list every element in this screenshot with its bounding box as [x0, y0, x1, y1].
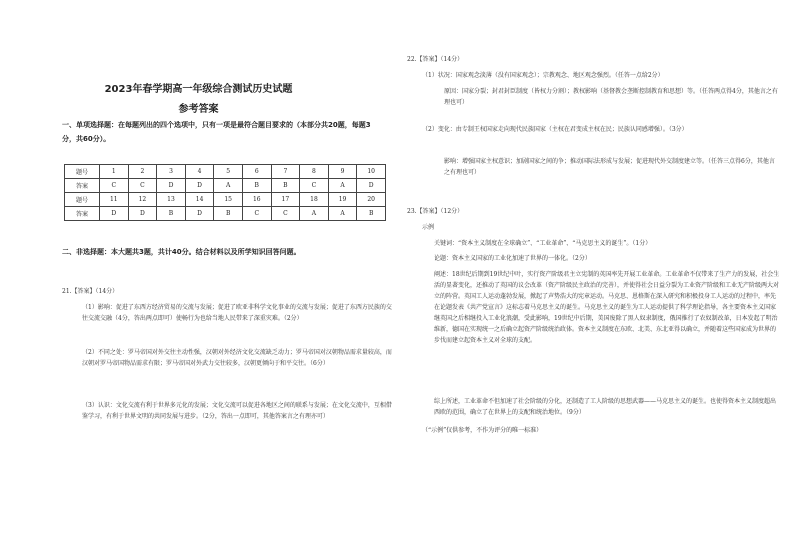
table-cell: 17: [271, 193, 300, 207]
table-cell: D: [157, 179, 186, 193]
table-cell: 20: [357, 193, 386, 207]
q23-heading: 23.【答案】（12分）: [407, 208, 464, 215]
table-cell: D: [185, 179, 214, 193]
table-cell: 2: [128, 165, 157, 179]
table-cell: A: [300, 207, 329, 221]
table-cell: 4: [185, 165, 214, 179]
table-cell: 14: [185, 193, 214, 207]
q22-status: （1）状况：国家观念淡薄（没有国家观念）；宗教观念、地区观念强烈。（任答一点给2分）: [422, 72, 664, 79]
q22-impact: 影响：增强国家主权意识；加剧国家之间的争；推动国际法形成与发展；促进现代外交制度建立等。（任答三点得6分，其他言之有理也可）: [444, 158, 775, 176]
section-one-heading: 一、单项选择题：在每题列出的四个选项中，只有一项是最符合题目要求的（本部分共20题，每题3分，共60分）。: [62, 121, 371, 143]
page-subtitle: 参考答案: [178, 104, 219, 115]
q23-example-label: 示例: [422, 224, 435, 231]
q21-heading: 21.【答案】（14分）: [62, 288, 119, 295]
table-row: [65, 207, 386, 221]
table-cell: 8: [300, 165, 329, 179]
table-cell: B: [157, 207, 186, 221]
table-cell: A: [328, 179, 357, 193]
table-cell: B: [271, 179, 300, 193]
q23-keywords: 关键词：“资本主义制度在全球确立”、“工业革命”、“马克思主义的诞生”。（1分）: [434, 240, 652, 247]
q21-part-3: （3）认识：文化交流有利于世界多元化的发展；文化交流可以促进各地区之间的联系与发展；在文化交流中，互相借鉴学习，有利于世界文明的共同发展与进步。（2分，答出一点即可，其他答案言之有理亦可）: [82, 402, 392, 420]
table-cell: 15: [214, 193, 243, 207]
table-cell: 1: [100, 165, 129, 179]
answer-table: [64, 164, 386, 221]
table-cell: D: [185, 207, 214, 221]
table-cell: D: [357, 179, 386, 193]
table-cell: C: [300, 179, 329, 193]
table-cell: 答案: [65, 179, 100, 193]
section-two-heading: 二、非选择题：本大题共3题，共计40分。结合材料以及所学知识回答问题。: [62, 248, 301, 256]
table-cell: 6: [242, 165, 271, 179]
table-cell: C: [100, 179, 129, 193]
table-cell: 10: [357, 165, 386, 179]
table-cell: 5: [214, 165, 243, 179]
table-cell: 答案: [65, 207, 100, 221]
table-cell: 11: [100, 193, 129, 207]
q21-part-2: （2）不同之处：罗马帝国对外交往主动性强，汉朝对外经济文化交流缺乏动力；罗马帝国对汉朝物品需求量较高，而汉朝对罗马帝国物品需求有限；罗马帝国对外武力交往较多，汉朝更倾向于和平交往。（6分）: [82, 349, 392, 367]
table-cell: 题号: [65, 193, 100, 207]
table-cell: A: [328, 207, 357, 221]
table-cell: 3: [157, 165, 186, 179]
q22-reason: 原因：国家分裂；封君封臣制度（皆权力分割）；教权影响（基督教会垄断控制教育和思想）等。（任答两点得4分，其他言之有理也可）: [444, 88, 778, 106]
q23-conclusion: 综上所述，工业革命不但加速了社会阶级的分化，还制造了工人阶级的思想武器——马克思主义的诞生。也使得资本主义制度超出西欧的范围，确立了在世界上的支配和统治地位。（9分）: [434, 398, 777, 416]
table-cell: B: [214, 207, 243, 221]
q23-thesis: 论题：资本主义国家的工业化加速了世界的一体化。（2分）: [434, 255, 591, 262]
q22-change: （2）变化：由专制王权国家走向现代民族国家（主权在君变成主权在民；民族认同感增强）。（3分）: [422, 126, 688, 133]
q23-elaboration: 阐述：18世纪后期到19世纪中叶，实行资产阶级君主立宪制的英国率先开展工业革命。工业革命不仅带来了生产力的发展，社会生活的显著变化，还推动了英国的议会改革（资产阶级民主政治的完善），并使得社会日益分裂为工业资产阶级和工业无产阶级两大对立的阵营。英国工人运动蓬勃发展，掀起了声势浩大的宪章运动。马克思、恩格斯在深入研究和积极投身工人运动的过程中，率先在论题发表《共产党宣言》这标志着马克思主义的诞生。马克思主义的诞生为工人运动提供了科学理论指导，各主要资本主义国家继英国之后相继投入工业化浪潮，受此影响，19世纪中后期，美国废除了黑人奴隶制度，俄国推行了农奴制改革，日本发起了明治维新，德国在实现统一之后确立起资产阶级统治政体。资本主义制度在东欧、北美、东北亚得以确立，并随着这些国家成为世界的步伐而建立起资本主义对全球的支配。: [434, 271, 780, 344]
table-cell: 题号: [65, 165, 100, 179]
table-row: [65, 193, 386, 207]
q22-heading: 22.【答案】（14分）: [407, 56, 464, 63]
table-cell: C: [128, 179, 157, 193]
table-cell: 19: [328, 193, 357, 207]
table-cell: B: [357, 207, 386, 221]
table-cell: B: [242, 179, 271, 193]
q23-note: （“示例”仅供参考，不作为评分的唯一标准）: [422, 427, 543, 434]
table-row: [65, 165, 386, 179]
page-title: 2023年春学期高一年级综合测试历史试题: [104, 84, 293, 95]
table-cell: 18: [300, 193, 329, 207]
table-row: [65, 179, 386, 193]
table-cell: D: [100, 207, 129, 221]
table-cell: 13: [157, 193, 186, 207]
q21-part-1: （1）影响：促进了东西方经济贸易的交流与发展；促进了欧亚非科学文化事业的交流与发展；促进了东西方民族的交往交流交融（4分，答出两点即可）使畅行为也给当地人民带来了深重灾难。（2分）: [82, 304, 392, 322]
table-cell: 12: [128, 193, 157, 207]
table-cell: D: [128, 207, 157, 221]
table-cell: A: [214, 179, 243, 193]
table-cell: C: [242, 207, 271, 221]
table-cell: 9: [328, 165, 357, 179]
table-cell: 7: [271, 165, 300, 179]
table-cell: C: [271, 207, 300, 221]
table-cell: 16: [242, 193, 271, 207]
